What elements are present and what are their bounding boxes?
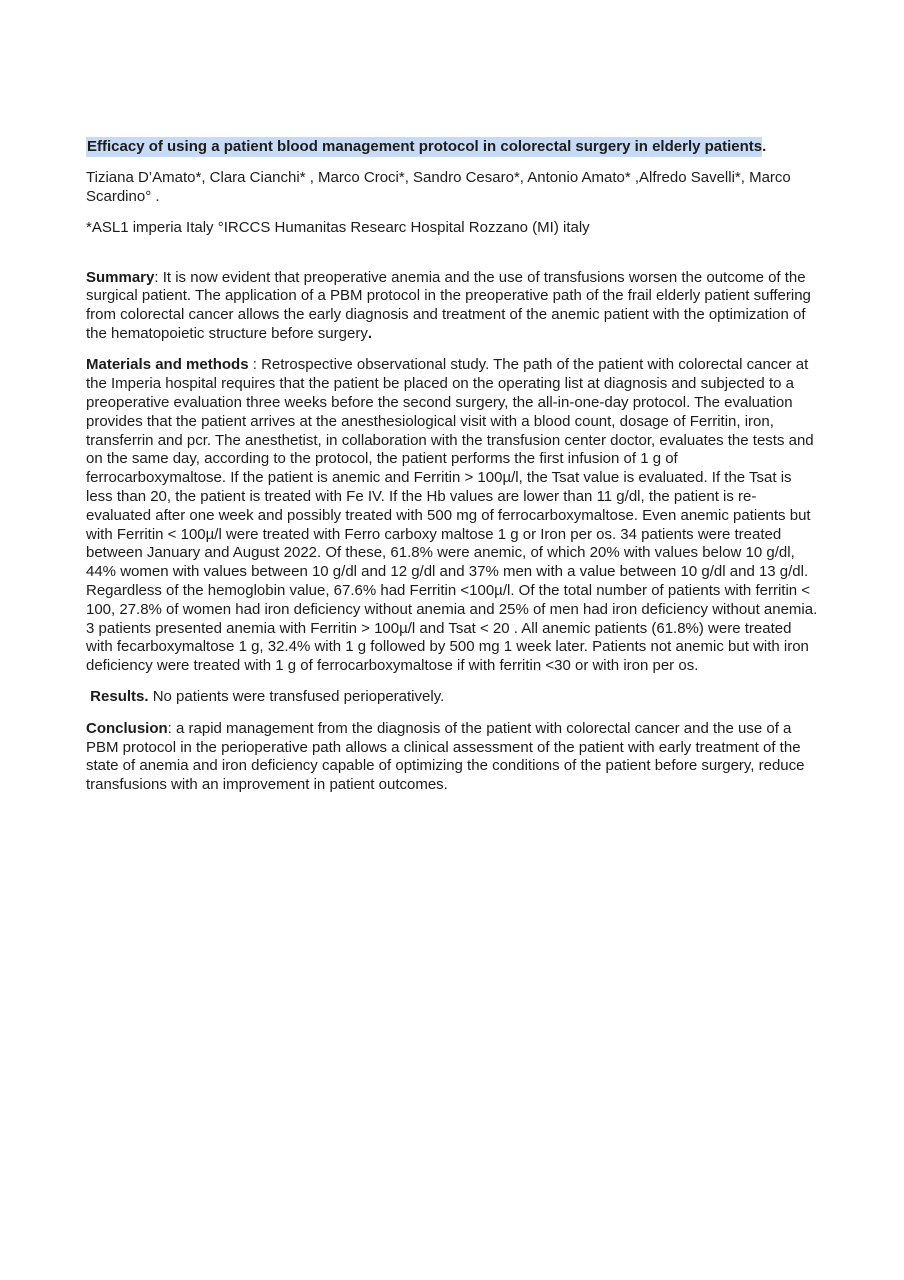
section-label: Results. bbox=[90, 688, 149, 706]
section-body: It is now evident that preoperative anemia and the use of transfusions worsen the outcome of the surgical patient. The application of a PBM protocol in the preoperative path of the frail elderly patient suffering from colorectal cancer allows the early diagnosis and treatment of the anemic patient with the optimization of the hematopoietic structure before surgery bbox=[86, 268, 816, 343]
section-separator: : bbox=[248, 356, 262, 374]
section-separator: : bbox=[154, 268, 163, 286]
affiliation-line: *ASL1 imperia Italy °IRCCS Humanitas Researc Hospital Rozzano (MI) italy bbox=[86, 218, 590, 236]
section-body: No patients were transfused perioperatively. bbox=[152, 688, 445, 706]
section-label: Conclusion bbox=[86, 719, 168, 737]
paper-title-trailing-period: . bbox=[762, 138, 767, 155]
abstract-section bbox=[86, 688, 818, 707]
section-label: Summary bbox=[86, 268, 155, 286]
section-body: Retrospective observational study. The path of the patient with colorectal cancer at the Imperia hospital requires that the patient be placed on the operating list at diagnosis and subjected to a preoperative evaluation three weeks before the second surgery, the all-in-one-day protocol. The evaluation provides that the patient arrives at the anesthesiological visit with a blood count, dosage of Ferritin, iron, transferrin and pcr. The anesthetist, in collaboration with the transfusion center doctor, evaluates the tests and on the same day, according to the protocol, the patient performs the first infusion of 1 g of ferrocarboxymaltose. If the patient is anemic and Ferritin > 100µ/l, the Tsat value is evaluated. If the Tsat is less than 20, the patient is treated with Fe IV. If the Hb values are lower than 11 g/dl, the patient is re-evaluated after one week and possibly treated with 500 mg of ferrocarboxymaltose. Even anemic patients but with Ferritin < 100µ/l were treated with Ferro carboxy maltose 1 g or Iron per os. 34 patients were treated between January and August 2022. Of these, 61.8% were anemic, of which 20% with values below 10 g/dl, 44% women with values between 10 g/dl and 12 g/dl and 37% men with a value between 10 g/dl and 13 g/dl. Regardless of the hemoglobin value, 67.6% had Ferritin <100µ/l. Of the total number of patients with ferritin < 100, 27.8% of women had iron deficiency without anemia and 25% of men had iron deficiency without anemia. 3 patients presented anemia with Ferritin > 100µ/l and Tsat < 20 . All anemic patients (61.8%) were treated with fecarboxymaltose 1 g, 32.4% with 1 g followed by 500 mg 1 week later. Patients not anemic but with iron deficiency were treated with 1 g of ferrocarboxymaltose if with ferritin <30 or with iron per os. bbox=[86, 356, 822, 675]
section-trailing-bold: . bbox=[367, 325, 372, 343]
section-separator: : bbox=[167, 719, 177, 737]
authors-line: Tiziana D’Amato*, Clara Cianchi* , Marco Croci*, Sandro Cesaro*, Antonio Amato* ,Alfredo Savelli*, Marco Scardino° . bbox=[86, 168, 795, 205]
paper-title-highlighted: Efficacy of using a patient blood management protocol in colorectal surgery in elderly patients bbox=[87, 138, 763, 155]
abstract-section bbox=[86, 356, 822, 676]
abstract-section bbox=[86, 720, 818, 795]
section-label: Materials and methods bbox=[86, 356, 249, 374]
paper-title-line bbox=[86, 138, 818, 157]
abstract-sections bbox=[86, 268, 822, 795]
abstract-section bbox=[86, 269, 818, 344]
section-body: a rapid management from the diagnosis of the patient with colorectal cancer and the use of a PBM protocol in the perioperative path allows a clinical assessment of the patient with early treatment of the state of anemia and iron deficiency capable of optimizing the conditions of the patient before surgery, reduce transfusions with an improvement in patient outcomes. bbox=[86, 719, 809, 794]
